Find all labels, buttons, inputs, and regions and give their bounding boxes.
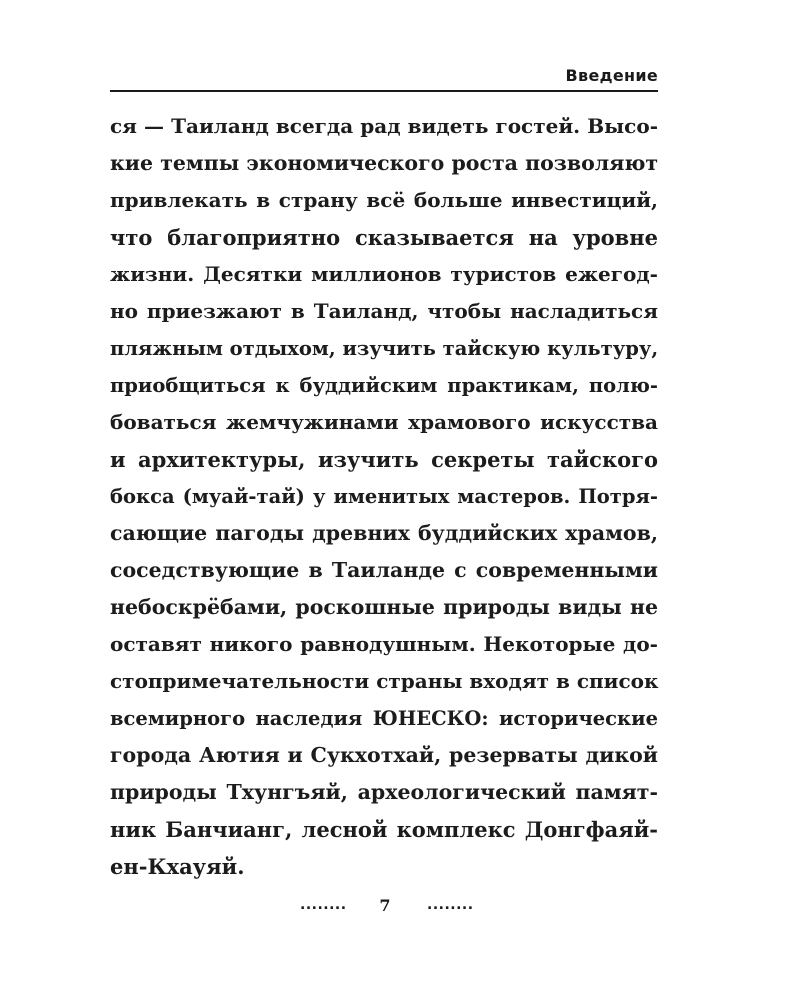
text-line: приобщиться к буддийским практикам, полю-	[110, 374, 658, 397]
text-line: боваться жемчужинами храмового искусства	[110, 410, 658, 434]
text-line-last: ен-Кхауяй.	[110, 854, 245, 879]
text-line: природы Тхунгъяй, археологический памят-	[110, 780, 658, 804]
text-line: привлекать в страну всё больше инвестиций,	[110, 188, 658, 212]
text-line: стопримечательности страны входят в список	[110, 669, 659, 693]
text-line: бокса (муай-тай) у именитых мастеров. Потря-	[110, 485, 658, 508]
text-line: сающие пагоды древних буддийских храмов,	[110, 521, 658, 545]
text-line: кие темпы экономического роста позволяют	[110, 151, 659, 175]
text-line: что благоприятно сказывается на уровне	[110, 225, 658, 250]
footer-ornament-right: ........	[427, 897, 474, 913]
text-line: оставят никого равнодушным. Некоторые до-	[110, 632, 658, 656]
text-line: ся — Таиланд всегда рад видеть гостей. Высо-	[110, 114, 658, 138]
text-line: соседствующие в Таиланде с современными	[110, 558, 658, 582]
text-line: всемирного наследия ЮНЕСКО: исторические	[110, 707, 658, 730]
header-rule	[110, 90, 658, 92]
text-line: пляжным отдыхом, изучить тайскую культуру,	[110, 337, 659, 360]
text-line: но приезжают в Таиланд, чтобы насладиться	[110, 299, 658, 323]
footer-ornament-left: ........	[300, 897, 347, 913]
text-line: и архитектуры, изучить секреты тайского	[110, 447, 658, 472]
running-head: Введение	[565, 66, 658, 85]
text-line: города Аютия и Сукхотхай, резерваты дикой	[110, 743, 658, 767]
body-text	[110, 108, 658, 885]
text-line: жизни. Десятки миллионов туристов ежегод-	[110, 262, 658, 286]
text-line: небоскрёбами, роскошные природы виды не	[110, 595, 658, 619]
page-footer	[0, 895, 800, 919]
page-number: 7	[379, 896, 391, 915]
text-line: ник Банчианг, лесной комплекс Донгфаяй-	[110, 817, 658, 842]
